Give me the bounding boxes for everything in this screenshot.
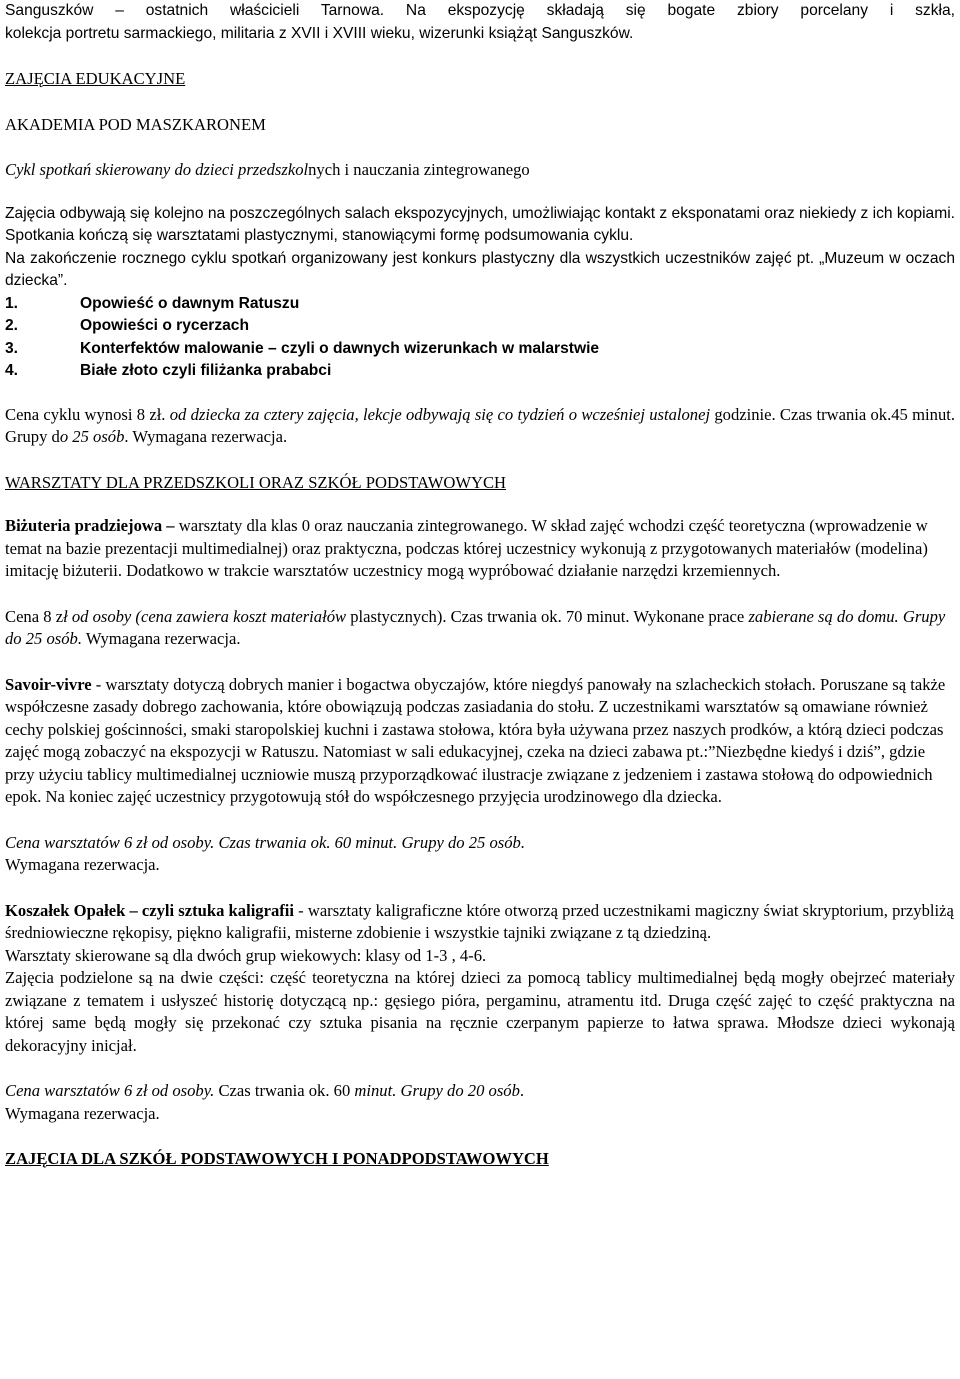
topic-item <box>5 293 955 316</box>
workshop-title: Biżuteria pradziejowa – <box>5 516 175 535</box>
price-text: . <box>519 1081 525 1100</box>
workshop-text: - warsztaty dotyczą dobrych manier i bogactwa obyczajów, które niegdyś panowały na szlacheckich stołach. Poruszane są także współczesne zasady dobrego zachowania, które obowiązują podczas zasiadania do stołu. Z uczestnikami warsztatów są omawiane również cechy polskiej gościnności, smaki staropolskiej kuchni i zastawa stołowa, która była używana przez naszych prodków, a którą dzieci podczas zajęć mogą zobaczyć na ekspozycji w Ratuszu. Natomiast w sali edukacyjnej, czeka na dzieci zabawa pt.:”Niezbędne kiedyś i dziś”, gdzie przy użyciu tablicy multimedialnej uczniowie muszą przyporządkować ilustracje związane z jedzeniem i zastawa stołową do odpowiednich epok. Na koniec zajęć uczestnicy przygotowują stół do współczesnego przyjęcia urodzinowego dla dziecka. <box>5 674 946 806</box>
workshop-text: warsztaty dla klas 0 oraz nauczania zintegrowanego. W skład zajęć wchodzi część teoretyczna (wprowadzenie w temat na bazie prezentacji multimedialnej) oraz praktyczna, podczas której uczestnicy wykonują z przygotowanych materiałów (modelina) imitację biżuterii. Dodatkowo w trakcie warsztatów uczestnicy mogą wypróbować działanie narzędzi krzemiennych. <box>5 516 928 580</box>
workshop-calligraphy-parts: Zajęcia podzielone są na dwie części: część teoretyczna na której dzieci za pomocą tablicy multimedialnej będą mogły obejrzeć materiały związane z tematem i usłyszeć historię dotyczącą np.: gęsiego pióra, pergaminu, atramentu itd. Druga część zajęć to część praktyczna na której same będą mogły się przekonać czy sztuka pisania na ręcznie czerpanym papierze to łatwa sprawa. Młodsze dzieci wykonają dekoracyjny inicjał. <box>5 968 955 1055</box>
price-text: Wymagana rezerwacja. <box>81 629 241 648</box>
program-description: Zajęcia odbywają się kolejno na poszczególnych salach ekspozycyjnych, umożliwiając kontakt z eksponatami oraz niekiedy z ich kopiami. Spotkania kończą się warsztatami plastycznymi, stanowiącymi formę podsumowania cyklu. <box>5 204 955 244</box>
section-heading-schools: ZAJĘCIA DLA SZKÓŁ PODSTAWOWYCH I PONADPODSTAWOWYCH <box>5 1149 549 1168</box>
topic-number: 2. <box>5 317 19 334</box>
topic-title: Opowieść o dawnym Ratuszu <box>80 294 300 312</box>
workshop-title: Koszałek Opałek – czyli sztuka kaligrafii <box>5 900 295 920</box>
price-text: Cena 8 z <box>5 606 64 626</box>
program-contest: Na zakończenie rocznego cyklu spotkań organizowany jest konkurs plastyczny dla wszystkich uczestników zajęć pt. „Muzeum w oczach dziecka”. <box>5 249 955 289</box>
price-text: plastycznych). Czas trwania ok. 70 minut. Wykonane prace <box>350 606 745 626</box>
price-text: Czas trwania ok. 60 <box>214 1081 355 1100</box>
workshop-calligraphy-price <box>5 1080 955 1103</box>
workshop-calligraphy <box>5 900 955 945</box>
topic-number: 1. <box>5 294 19 312</box>
price-text: godzinie. Czas trwania ok.45 minut. Grupy d <box>5 404 955 446</box>
price-text: Cena cyklu wynosi 8 zł. <box>5 404 170 424</box>
workshop-jewelry-price <box>5 606 955 651</box>
topic-title: Białe złoto czyli filiżanka prababci <box>80 362 332 379</box>
price-text-italic: od dziecka za cztery zajęcia, lekcje odbywają się co tydzień o wcześniej ustalonej <box>169 404 711 424</box>
topic-title: Opowieści o rycerzach <box>80 317 250 334</box>
topic-number: 4. <box>5 362 19 379</box>
price-text-italic: minut. Grupy do 20 osób <box>354 1081 520 1100</box>
topic-item <box>5 360 955 383</box>
section-heading-education: ZAJĘCIA EDUKACYJNE <box>5 69 186 88</box>
workshop-text: - warsztaty kaligraficzne które otworzą przed uczestnikami magiczny świat skryptorium, przybliżą średniowieczne rękopisy, piękno kaligrafii, misterne zdobienie i wszystkie tajniki związane z tą dziedziną. <box>5 900 954 942</box>
workshop-jewelry <box>5 515 955 583</box>
topic-item <box>5 315 955 338</box>
topic-item <box>5 338 955 361</box>
section-heading-workshops: WARSZTATY DLA PRZEDSZKOLI ORAZ SZKÓŁ PODSTAWOWYCH <box>5 472 507 492</box>
topic-title: Konterfektów malowanie – czyli o dawnych wizerunkach w malarstwie <box>80 339 600 357</box>
program-target-rest: nych i nauczania zintegrowanego <box>308 160 530 179</box>
price-text-italic: o 25 osób <box>59 427 125 446</box>
price-text-italic: Cena warsztatów 6 zł od osoby. <box>5 1081 215 1100</box>
price-text: . Wymagana rezerwacja. <box>124 427 288 446</box>
topic-list <box>5 293 955 383</box>
document-page <box>5 0 955 1171</box>
topic-number: 3. <box>5 339 19 357</box>
price-text-italic: ł od osoby (cena zawiera koszt materiałów <box>63 606 351 626</box>
program-title: AKADEMIA POD MASZKARONEM <box>5 114 266 134</box>
workshop-savoir-vivre <box>5 674 955 809</box>
intro-line-2: kolekcja portretu sarmackiego, militaria z XVII i XVIII wieku, wizerunki książąt Sanguszków. <box>5 24 634 42</box>
workshop-calligraphy-reservation: Wymagana rezerwacja. <box>5 1103 160 1123</box>
workshop-calligraphy-groups: Warsztaty skierowane są dla dwóch grup wiekowych: klasy od 1-3 , 4-6. <box>5 945 487 965</box>
workshop-title: Savoir-vivre <box>5 674 92 694</box>
program-target-italic: Cykl spotkań skierowany do dzieci przedszkol <box>5 160 309 179</box>
program-price <box>5 404 955 449</box>
program-target <box>5 159 955 182</box>
workshop-savoir-vivre-reservation: Wymagana rezerwacja. <box>5 855 160 874</box>
workshop-savoir-vivre-price: Cena warsztatów 6 zł od osoby. Czas trwania ok. 60 minut. Grupy do 25 osób. <box>5 832 525 852</box>
price-text-italic: zabierane są do domu. Grupy do 25 osób. <box>5 606 946 648</box>
intro-line-1: Sanguszków – ostatnich właścicieli Tarnowa. Na ekspozycję składają się bogate zbiory porcelany i szkła, <box>5 2 955 19</box>
